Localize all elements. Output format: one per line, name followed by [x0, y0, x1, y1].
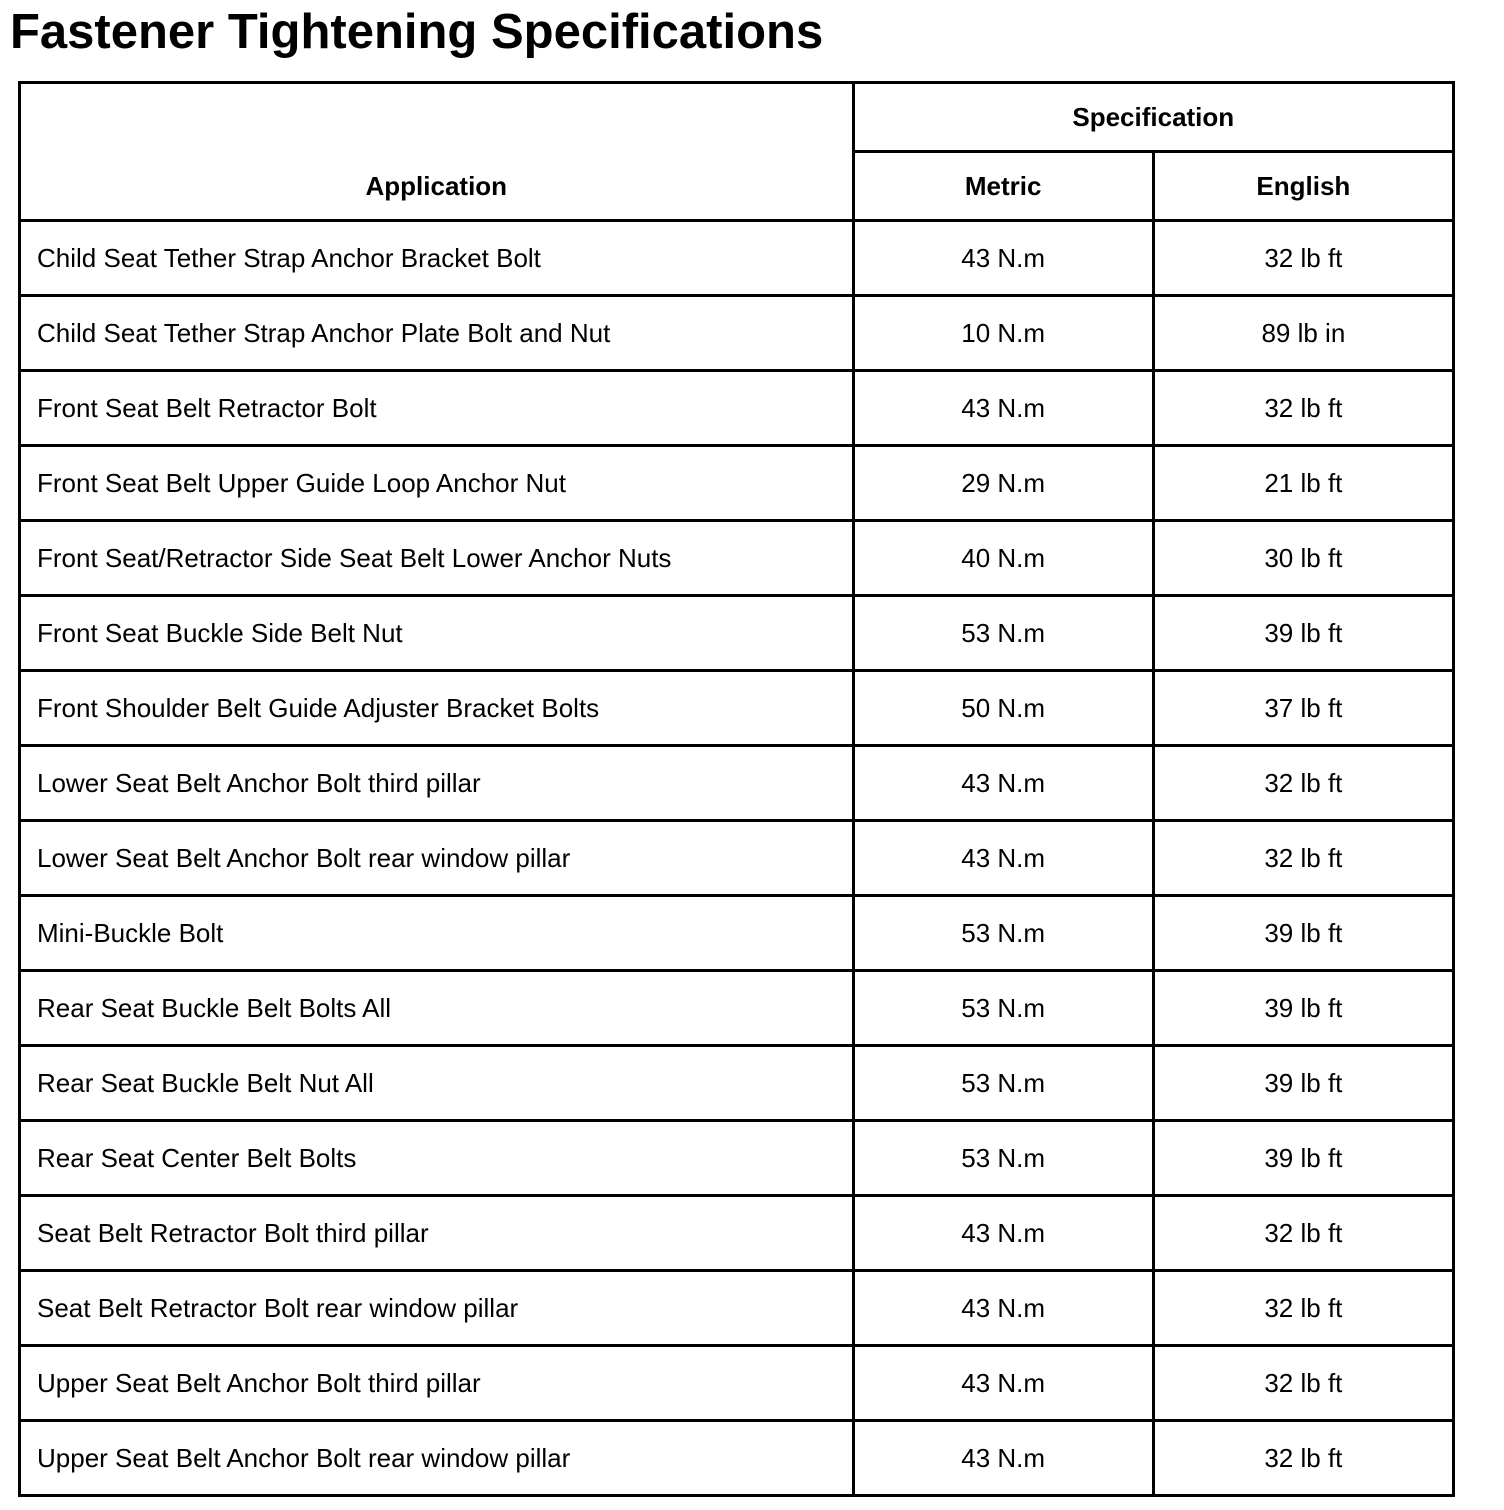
english-cell: 32 lb ft [1153, 1271, 1453, 1346]
application-cell: Front Seat Belt Upper Guide Loop Anchor Nut [20, 446, 854, 521]
table-row [20, 971, 1454, 1046]
metric-cell: 43 N.m [853, 1271, 1153, 1346]
table-row [20, 1046, 1454, 1121]
english-cell: 39 lb ft [1153, 1121, 1453, 1196]
application-cell: Upper Seat Belt Anchor Bolt third pillar [20, 1346, 854, 1421]
application-cell: Front Seat Belt Retractor Bolt [20, 371, 854, 446]
header-specification: Specification [853, 83, 1453, 152]
table-row [20, 671, 1454, 746]
metric-cell: 50 N.m [853, 671, 1153, 746]
application-cell: Child Seat Tether Strap Anchor Bracket Bolt [20, 221, 854, 296]
english-cell: 37 lb ft [1153, 671, 1453, 746]
english-cell: 39 lb ft [1153, 596, 1453, 671]
metric-cell: 40 N.m [853, 521, 1153, 596]
application-cell: Lower Seat Belt Anchor Bolt third pillar [20, 746, 854, 821]
metric-cell: 43 N.m [853, 221, 1153, 296]
table-row [20, 896, 1454, 971]
table-row [20, 371, 1454, 446]
application-cell: Seat Belt Retractor Bolt rear window pillar [20, 1271, 854, 1346]
metric-cell: 53 N.m [853, 971, 1153, 1046]
table-row [20, 221, 1454, 296]
table-row [20, 446, 1454, 521]
application-cell: Mini-Buckle Bolt [20, 896, 854, 971]
application-cell: Upper Seat Belt Anchor Bolt rear window pillar [20, 1421, 854, 1496]
english-cell: 32 lb ft [1153, 821, 1453, 896]
english-cell: 21 lb ft [1153, 446, 1453, 521]
table-row [20, 1346, 1454, 1421]
english-cell: 32 lb ft [1153, 221, 1453, 296]
specifications-table [18, 81, 1455, 1497]
metric-cell: 53 N.m [853, 596, 1153, 671]
metric-cell: 43 N.m [853, 1421, 1153, 1496]
application-cell: Child Seat Tether Strap Anchor Plate Bolt and Nut [20, 296, 854, 371]
metric-cell: 43 N.m [853, 1346, 1153, 1421]
metric-cell: 53 N.m [853, 1046, 1153, 1121]
english-cell: 32 lb ft [1153, 746, 1453, 821]
english-cell: 32 lb ft [1153, 1421, 1453, 1496]
english-cell: 30 lb ft [1153, 521, 1453, 596]
table-row [20, 1421, 1454, 1496]
table-row [20, 1121, 1454, 1196]
table-row [20, 1196, 1454, 1271]
table-row [20, 821, 1454, 896]
metric-cell: 43 N.m [853, 821, 1153, 896]
application-cell: Rear Seat Buckle Belt Nut All [20, 1046, 854, 1121]
metric-cell: 29 N.m [853, 446, 1153, 521]
application-cell: Rear Seat Buckle Belt Bolts All [20, 971, 854, 1046]
table-row [20, 296, 1454, 371]
english-cell: 39 lb ft [1153, 896, 1453, 971]
metric-cell: 43 N.m [853, 1196, 1153, 1271]
header-application: Application [20, 83, 854, 221]
application-cell: Rear Seat Center Belt Bolts [20, 1121, 854, 1196]
table-body [20, 221, 1454, 1496]
table-row [20, 1271, 1454, 1346]
english-cell: 32 lb ft [1153, 1196, 1453, 1271]
application-cell: Front Shoulder Belt Guide Adjuster Bracket Bolts [20, 671, 854, 746]
header-english: English [1153, 152, 1453, 221]
application-cell: Front Seat/Retractor Side Seat Belt Lower Anchor Nuts [20, 521, 854, 596]
english-cell: 32 lb ft [1153, 1346, 1453, 1421]
application-cell: Seat Belt Retractor Bolt third pillar [20, 1196, 854, 1271]
table-row [20, 746, 1454, 821]
english-cell: 39 lb ft [1153, 1046, 1453, 1121]
page-title: Fastener Tightening Specifications [10, 5, 824, 59]
metric-cell: 10 N.m [853, 296, 1153, 371]
english-cell: 39 lb ft [1153, 971, 1453, 1046]
header-metric: Metric [853, 152, 1153, 221]
metric-cell: 43 N.m [853, 371, 1153, 446]
metric-cell: 53 N.m [853, 896, 1153, 971]
table-row [20, 596, 1454, 671]
metric-cell: 53 N.m [853, 1121, 1153, 1196]
english-cell: 89 lb in [1153, 296, 1453, 371]
english-cell: 32 lb ft [1153, 371, 1453, 446]
application-cell: Lower Seat Belt Anchor Bolt rear window pillar [20, 821, 854, 896]
table-row [20, 521, 1454, 596]
application-cell: Front Seat Buckle Side Belt Nut [20, 596, 854, 671]
metric-cell: 43 N.m [853, 746, 1153, 821]
